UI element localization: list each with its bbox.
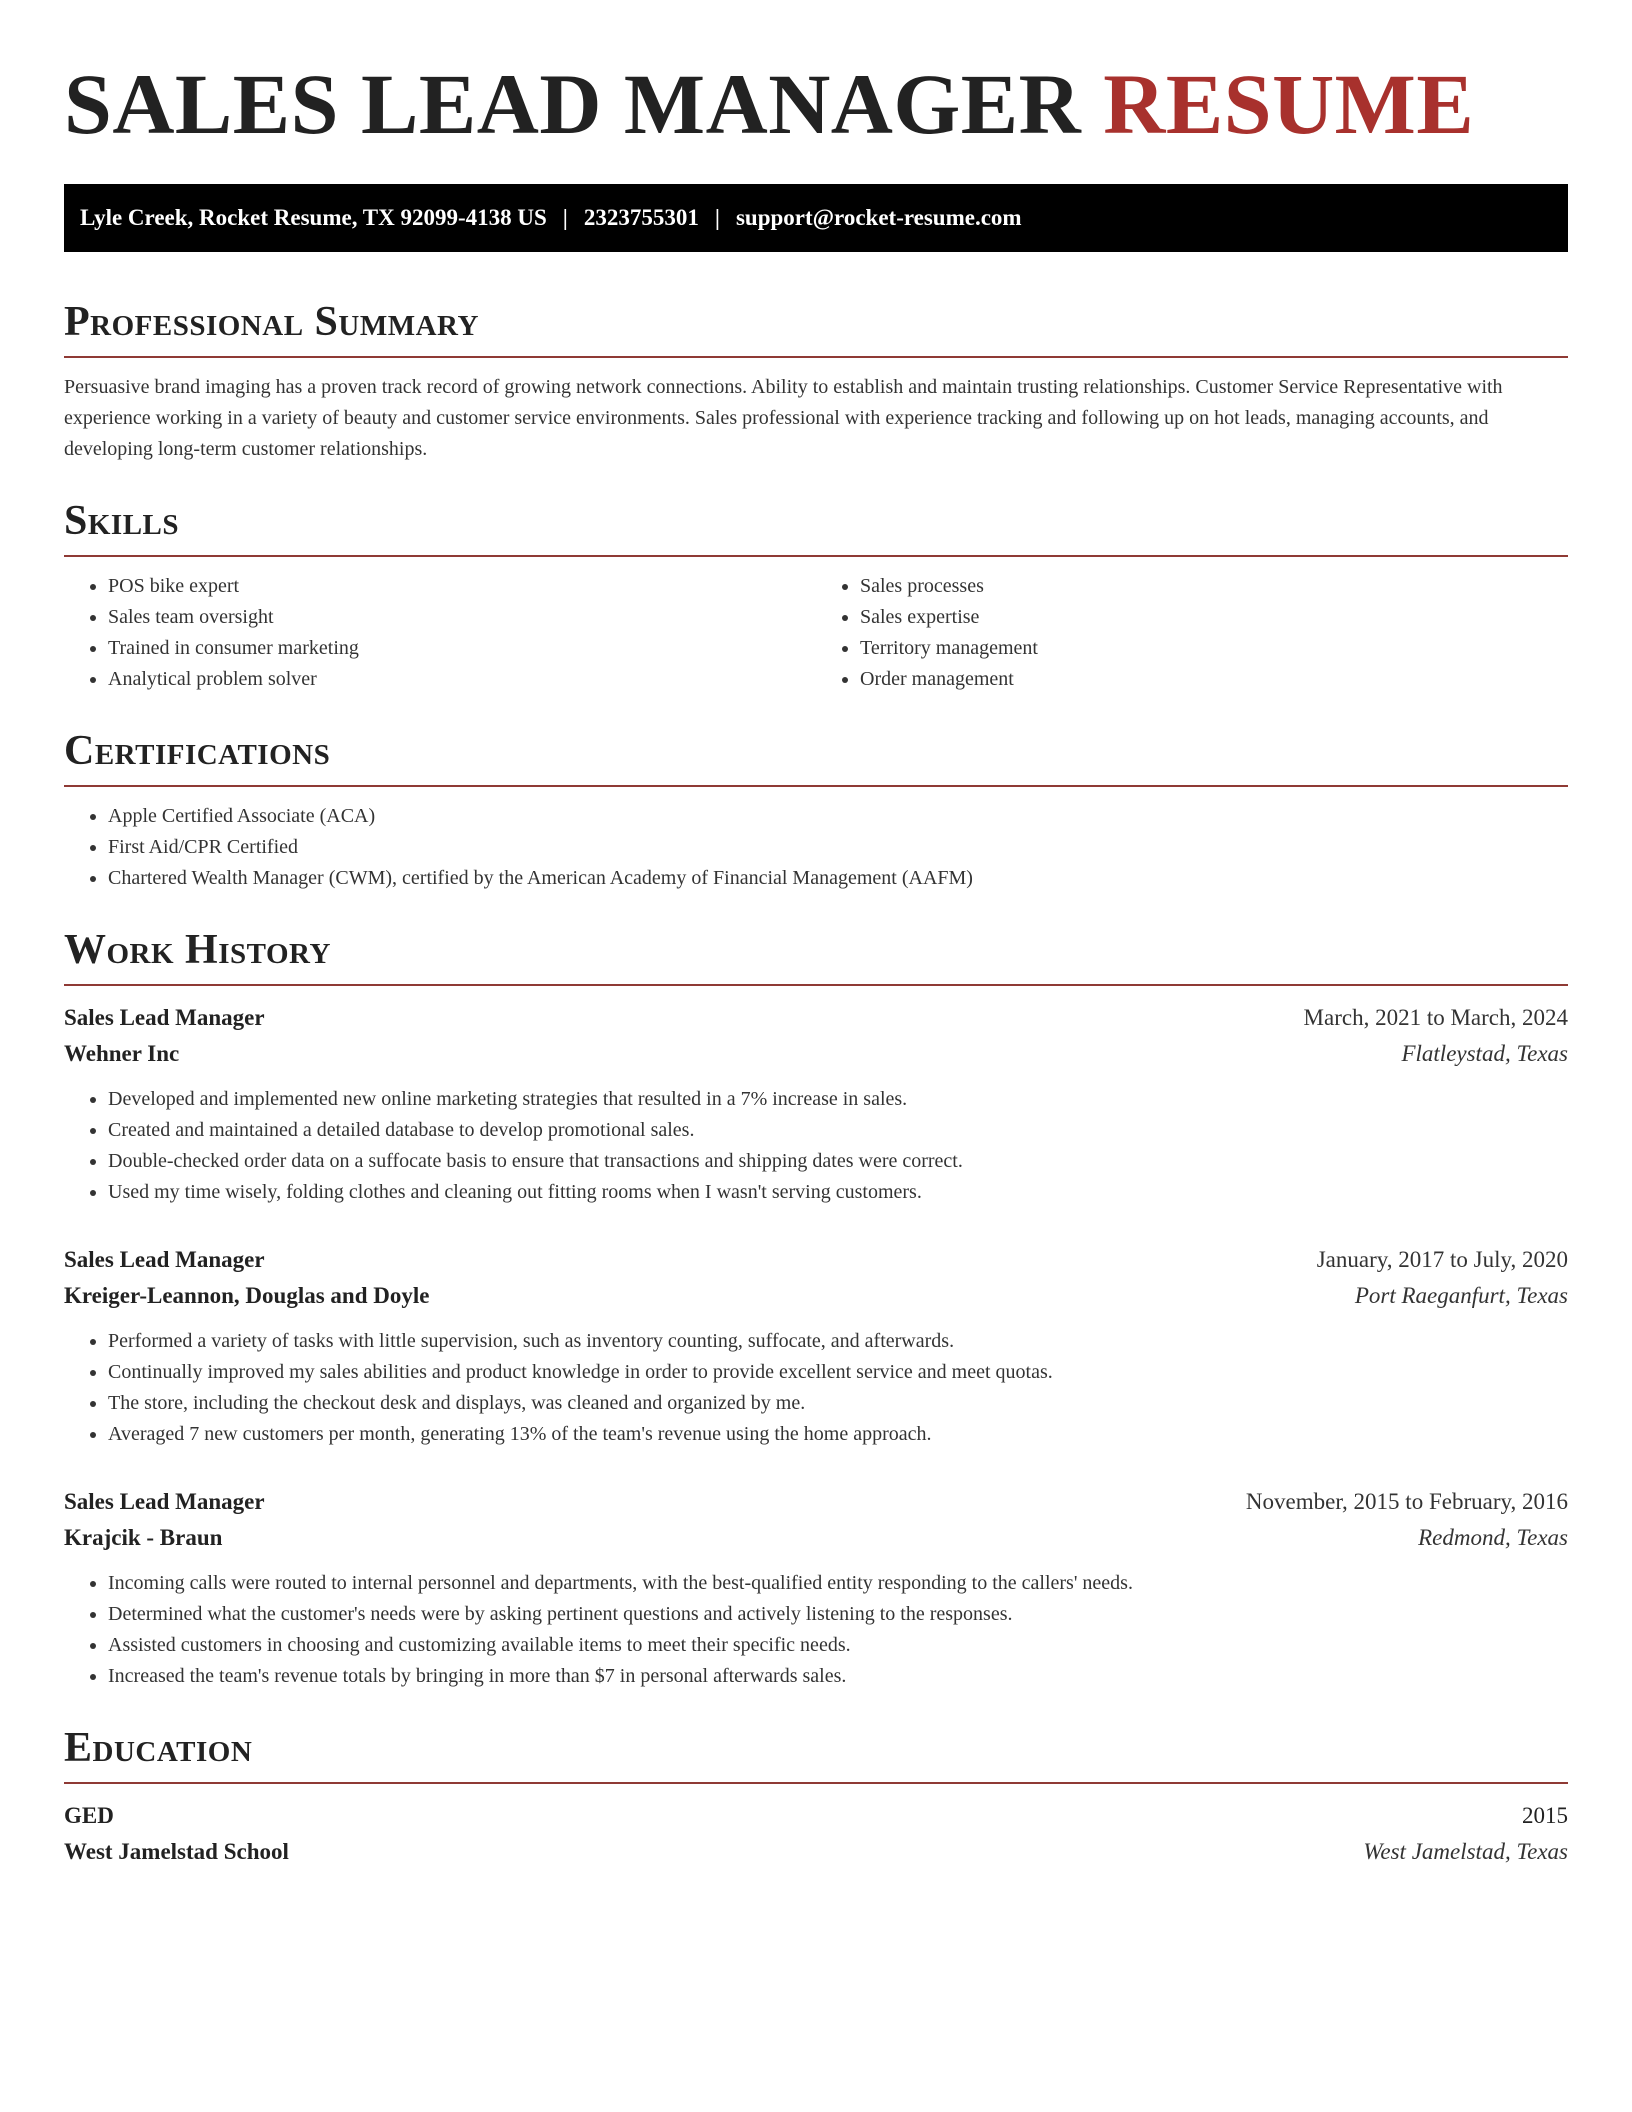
work-history-section	[64, 922, 1568, 1692]
title-main: SALES LEAD MANAGER	[64, 56, 1082, 152]
title-accent: RESUME	[1103, 56, 1475, 152]
contact-email: support@rocket-resume.com	[735, 205, 1022, 230]
job-location: Redmond, Texas	[1418, 1525, 1568, 1550]
job-location: Flatleystad, Texas	[1401, 1041, 1568, 1066]
job-header-row	[64, 1000, 1568, 1036]
education-section	[64, 1720, 1568, 1870]
contact-separator: |	[714, 205, 720, 230]
section-divider	[64, 555, 1568, 557]
skill-item: • Sales expertise	[860, 602, 1568, 633]
job-entry	[64, 1242, 1568, 1450]
job-header-row	[64, 1242, 1568, 1278]
skill-item: • Territory management	[860, 633, 1568, 664]
job-bullet: • Developed and implemented new online marketing strategies that resulted in a 7% increase in sales.	[108, 1084, 1568, 1115]
job-dates: March, 2021 to March, 2024	[1303, 1005, 1568, 1030]
job-bullets	[64, 1326, 1568, 1450]
education-degree: GED	[64, 1803, 114, 1828]
job-bullet: • Performed a variety of tasks with little supervision, such as inventory counting, suffocate, and afterwards.	[108, 1326, 1568, 1357]
job-bullets	[64, 1568, 1568, 1692]
certifications-section	[64, 723, 1568, 894]
job-company: Wehner Inc	[64, 1041, 180, 1066]
education-degree-row	[64, 1798, 1568, 1834]
certification-item: • First Aid/CPR Certified	[108, 832, 1568, 863]
section-heading: Education	[64, 1725, 253, 1771]
section-heading: Professional Summary	[64, 299, 479, 345]
job-company-row	[64, 1278, 1568, 1314]
skill-item: • Sales processes	[860, 571, 1568, 602]
contact-separator: |	[562, 205, 568, 230]
job-bullet: • Used my time wisely, folding clothes and cleaning out fitting rooms when I wasn't serving customers.	[108, 1177, 1568, 1208]
skills-list-right	[816, 571, 1568, 695]
job-bullet: • Created and maintained a detailed database to develop promotional sales.	[108, 1115, 1568, 1146]
job-company-row	[64, 1520, 1568, 1556]
job-title: Sales Lead Manager	[64, 1005, 265, 1030]
job-bullets	[64, 1084, 1568, 1208]
contact-address: Lyle Creek, Rocket Resume, TX 92099-4138 US	[80, 205, 547, 230]
certifications-list	[64, 801, 1568, 894]
contact-bar	[64, 184, 1568, 252]
job-dates: January, 2017 to July, 2020	[1316, 1247, 1568, 1272]
section-divider	[64, 356, 1568, 358]
education-school: West Jamelstad School	[64, 1839, 289, 1864]
skills-section	[64, 493, 1568, 695]
job-company: Kreiger-Leannon, Douglas and Doyle	[64, 1283, 430, 1308]
section-divider	[64, 1782, 1568, 1784]
education-year: 2015	[1522, 1803, 1568, 1828]
summary-text: Persuasive brand imaging has a proven track record of growing network connections. Ability to establish and maintain trusting relationships. Customer Service Representative with experience working in a variety of beauty and customer service environments. Sales professional with experience tracking and following up on hot leads, managing accounts, and developing long-term customer relationships.	[64, 376, 1503, 460]
job-header-row	[64, 1484, 1568, 1520]
job-dates: November, 2015 to February, 2016	[1245, 1489, 1568, 1514]
skill-item: • Order management	[860, 664, 1568, 695]
skills-list-left	[64, 571, 816, 695]
contact-phone: 2323755301	[583, 205, 699, 230]
job-entry	[64, 1000, 1568, 1208]
section-heading: Work History	[64, 927, 331, 973]
professional-summary-section	[64, 294, 1568, 465]
job-title: Sales Lead Manager	[64, 1247, 265, 1272]
education-location: West Jamelstad, Texas	[1363, 1839, 1568, 1864]
job-bullet: • Continually improved my sales abilities and product knowledge in order to provide excellent service and meet quotas.	[108, 1357, 1568, 1388]
job-bullet: • The store, including the checkout desk and displays, was cleaned and organized by me.	[108, 1388, 1568, 1419]
section-heading: Skills	[64, 498, 180, 544]
job-bullet: • Incoming calls were routed to internal personnel and departments, with the best-qualified entity responding to the callers' needs.	[108, 1568, 1568, 1599]
skill-item: • POS bike expert	[108, 571, 816, 602]
skill-item: • Analytical problem solver	[108, 664, 816, 695]
section-divider	[64, 785, 1568, 787]
job-entry	[64, 1484, 1568, 1692]
job-bullet: • Determined what the customer's needs were by asking pertinent questions and actively listening to the responses.	[108, 1599, 1568, 1630]
job-bullet: • Double-checked order data on a suffocate basis to ensure that transactions and shipping dates were correct.	[108, 1146, 1568, 1177]
certification-item: • Apple Certified Associate (ACA)	[108, 801, 1568, 832]
job-title: Sales Lead Manager	[64, 1489, 265, 1514]
certification-item: • Chartered Wealth Manager (CWM), certified by the American Academy of Financial Management (AAFM)	[108, 863, 1568, 894]
job-location: Port Raeganfurt, Texas	[1354, 1283, 1568, 1308]
job-bullet: • Averaged 7 new customers per month, generating 13% of the team's revenue using the home approach.	[108, 1419, 1568, 1450]
job-bullet: • Increased the team's revenue totals by bringing in more than $7 in personal afterwards sales.	[108, 1661, 1568, 1692]
skill-item: • Sales team oversight	[108, 602, 816, 633]
education-school-row	[64, 1834, 1568, 1870]
job-bullet: • Assisted customers in choosing and customizing available items to meet their specific needs.	[108, 1630, 1568, 1661]
section-heading: Certifications	[64, 728, 331, 774]
section-divider	[64, 984, 1568, 986]
resume-title	[64, 56, 1568, 152]
job-company: Krajcik - Braun	[64, 1525, 223, 1550]
job-company-row	[64, 1036, 1568, 1072]
skills-grid	[64, 571, 1568, 695]
skill-item: • Trained in consumer marketing	[108, 633, 816, 664]
